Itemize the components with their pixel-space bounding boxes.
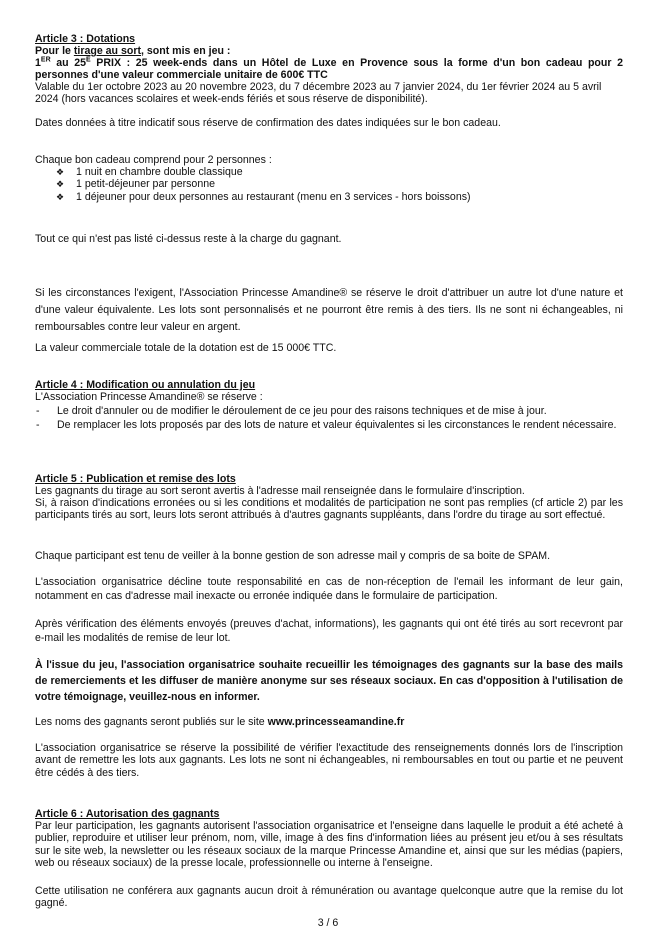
article-5-p7: Les noms des gagnants seront publiés sur le site www.princesseamandine.fr: [35, 716, 405, 728]
article-5-p3: Chaque participant est tenu de veiller à la bonne gestion de son adresse mail y compris de sa boite de SPAM.: [35, 550, 551, 562]
article-5-p5: Après vérification des éléments envoyés (preuves d'achat, informations), les gagnants qui ont été tirés au sort recevront par e-mail les modalités de remise de leur lot.: [35, 618, 623, 644]
diamond-bullet-icon: ❖: [56, 191, 65, 202]
article-5-p1: Les gagnants du tirage au sort seront avertis à l'adresse mail renseignée dans le formulaire d'inscription.: [35, 485, 525, 497]
article-4-intro: L'Association Princesse Amandine® se réserve :: [35, 391, 263, 403]
charge-note: Tout ce qui n'est pas listé ci-dessus reste à la charge du gagnant.: [35, 233, 342, 245]
article-5-p6: À l'issue du jeu, l'association organisatrice souhaite recueillir les témoignages des gagnants sur la base des mails de remerciements et les diffuser de manière anonyme sur ses réseaux sociaux. En cas d'opposition à l'utilisation de votre témoignage, veuillez-nous en informer.: [35, 659, 623, 703]
gift-list: [35, 166, 623, 203]
gift-item: ❖ 1 déjeuner pour deux personnes au restaurant (menu en 3 services - hors boissons): [56, 190, 471, 203]
circumstances-text: Si les circonstances l'exigent, l'Association Princesse Amandine® se réserve le droit d'attribuer un autre lot d'une nature et d'une valeur équivalente. Les lots sont personnalisés et ne pourront être remis à des tiers. Ils ne sont ni échangeables, ni remboursables contre leur valeur en argent.: [35, 287, 623, 333]
article-6-p1: Par leur participation, les gagnants autorisent l'association organisatrice et l'enseigne dans laquelle le produit a été acheté à publier, reproduire et utiliser leur prénom, nom, ville, image à des fins d'information liées au présent jeu et/ou à ses résultats sur le site web, la newsletter ou les réseaux sociaux de la marque Princesse Amandine et, ainsi que sur les médias (papiers, web ou réseaux sociaux) de la presse locale, professionnelle ou interne à l'enseigne.: [35, 820, 623, 869]
article-4-list: [35, 405, 623, 432]
article-3-intro: Pour le tirage au sort, sont mis en jeu :: [35, 45, 231, 57]
page-number: 3 / 6: [317, 917, 339, 929]
dates-note: Dates données à titre indicatif sous réserve de confirmation des dates indiquées sur le bon cadeau.: [35, 117, 501, 129]
gift-intro: Chaque bon cadeau comprend pour 2 personnes :: [35, 154, 272, 166]
diamond-bullet-icon: ❖: [56, 167, 65, 177]
validity-text: Valable du 1er octobre 2023 au 20 novembre 2023, du 7 décembre 2023 au 7 janvier 2024, du 1er février 2024 au 5 avril 2024 (hors vacances scolaires et week-ends fériés et sous réserve de disponibilité).: [35, 81, 602, 106]
article-4-title: Article 4 : Modification ou annulation du jeu: [35, 379, 256, 391]
article-4-item: - De remplacer les lots proposés par des lots de nature et valeur équivalentes si les circonstances le rendent nécessaire.: [36, 419, 617, 432]
website-link[interactable]: www.princesseamandine.fr: [267, 716, 405, 728]
article-5-title: Article 5 : Publication et remise des lots: [35, 473, 236, 485]
tirage-au-sort-text: tirage au sort: [73, 45, 141, 57]
article-5-p2: Si, à raison d'indications erronées ou si les conditions et modalités de participation ne sont pas remplies (cf article 2) par les participants tirés au sort, leurs lots seront attribués à d'autres gagnants suppléants, dans l'ordre du tirage au sort effectué.: [35, 497, 623, 522]
total-value-text: La valeur commerciale totale de la dotation est de 15 000€ TTC.: [35, 342, 337, 354]
diamond-bullet-icon: ❖: [56, 179, 65, 190]
article-6-title: Article 6 : Autorisation des gagnants: [35, 808, 220, 820]
gift-item: ❖ 1 petit-déjeuner par personne: [56, 178, 215, 191]
article-5-p8: L'association organisatrice se réserve la possibilité de vérifier l'exactitude des renseignements donnés lors de l'inscription avant de remettre les lots aux gagnants. Les lots ne sont ni échangeables, ni remboursables en tout ou partie et ne peuvent être cédés à des tiers.: [35, 742, 623, 779]
prize-description: 1ER au $25^E$ PRIX : 25 week-ends dans un Hôtel de Luxe en Provence sous la forme d'un bon cadeau pour 2 personnes d'une valeur commerciale unitaire de 600€ TTC: [35, 56, 623, 82]
article-5-p4: L'association organisatrice décline toute responsabilité en cas de non-réception de l'email les informant de leur gain, notamment en cas d'adresse mail inexacte ou erronée indiquée dans le formulaire de participation.: [35, 576, 623, 602]
article-6-p2: Cette utilisation ne conférera aux gagnants aucun droit à rémunération ou avantage quelconque autre que la remise du lot gagné.: [35, 885, 623, 910]
article-4-item: - Le droit d'annuler ou de modifier le déroulement de ce jeu pour des raisons techniques et de mise à jour.: [36, 405, 547, 417]
article-3-title: Article 3 : Dotations: [35, 33, 136, 45]
gift-item: ❖ 1 nuit en chambre double classique: [56, 166, 243, 178]
